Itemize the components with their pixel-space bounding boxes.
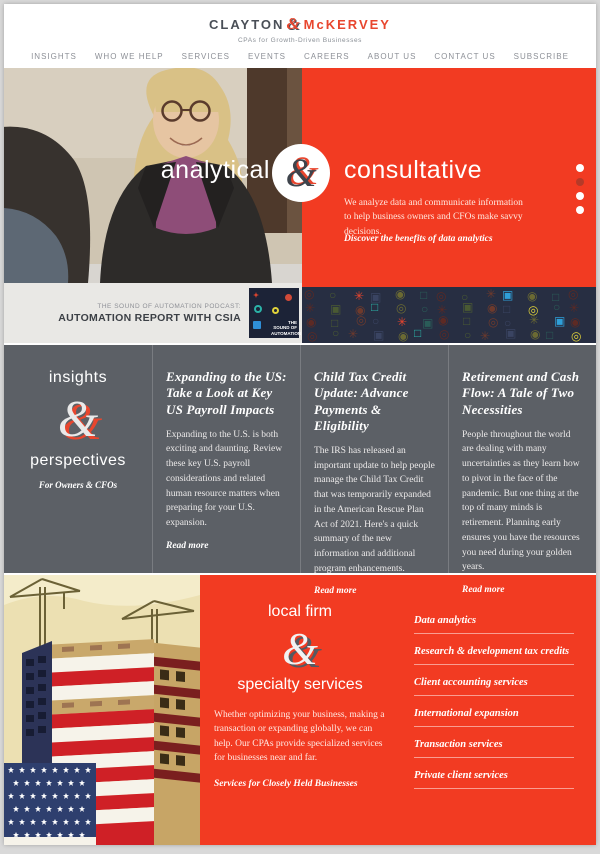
- pattern-shape-icon: ✳: [397, 315, 408, 329]
- podcast-art-caption: THE SOUND OF AUTOMATION: [271, 319, 302, 336]
- pattern-shape-icon: ◉: [398, 329, 409, 343]
- carousel-dot-3[interactable]: [576, 192, 584, 200]
- pattern-shape-icon: ○: [372, 314, 380, 328]
- pattern-shape-icon: □: [371, 300, 379, 314]
- perspectives-word: perspectives: [30, 452, 126, 469]
- podcast-album-art: [249, 288, 302, 338]
- pattern-shape-icon: ○: [329, 288, 337, 302]
- hero-word-consultative: consultative: [344, 156, 483, 184]
- article-excerpt: The IRS has released an important update to help people manage the Child Tax Credit that was temporarily expanded in the American Rescue Plan Act of 2021. Here's a quick summary of the new information and additional program enhancements.: [314, 446, 435, 574]
- local-firm-word: local firm: [267, 603, 332, 620]
- article-card: [300, 345, 448, 597]
- pattern-shape-icon: □: [546, 328, 554, 342]
- pattern-shape-icon: ◎: [439, 327, 450, 341]
- pattern-shape-icon: ▣: [554, 314, 566, 328]
- logo-mckervey: McKERVEY: [303, 17, 391, 32]
- pattern-shape-icon: ○: [461, 290, 469, 304]
- pattern-shape-icon: ✳: [348, 327, 359, 341]
- article-card: [448, 345, 596, 595]
- pattern-shape-icon: ✳: [486, 287, 497, 301]
- pattern-shape-icon: ○: [553, 300, 561, 314]
- insights-heading: [4, 345, 152, 573]
- logo[interactable]: [4, 14, 596, 34]
- podcast-banner: [4, 283, 596, 343]
- specialty-services-word: specialty services: [237, 676, 363, 694]
- service-link-client-accounting[interactable]: Client accounting services: [414, 671, 574, 696]
- pattern-shape-icon: ✳: [529, 313, 540, 327]
- service-link-data-analytics[interactable]: Data analytics: [414, 609, 574, 634]
- podcast-banner-link[interactable]: [4, 283, 302, 343]
- carousel-dot-1[interactable]: [576, 164, 584, 172]
- ampersand-icon: &: [282, 623, 318, 674]
- flag-building-illustration: [4, 575, 200, 845]
- square-icon: [253, 321, 261, 329]
- pattern-shape-icon: ◎: [571, 329, 582, 343]
- pattern-shape-icon: ○: [332, 326, 340, 340]
- nav-item-services[interactable]: SERVICES: [181, 52, 230, 61]
- nav-item-contact-us[interactable]: CONTACT US: [434, 52, 496, 61]
- insights-section: [4, 345, 596, 597]
- main-nav: [4, 52, 596, 61]
- service-link-international-expansion[interactable]: International expansion: [414, 702, 574, 727]
- service-link-transaction-services[interactable]: Transaction services: [414, 733, 574, 758]
- nav-item-events[interactable]: EVENTS: [247, 52, 286, 61]
- pattern-shape-icon: ▣: [502, 288, 514, 302]
- nav-item-careers[interactable]: CAREERS: [303, 52, 350, 61]
- carousel-dots: [576, 164, 584, 214]
- pattern-shape-icon: □: [503, 302, 511, 316]
- read-more-link[interactable]: Read more: [314, 586, 357, 597]
- pattern-shape-icon: □: [331, 316, 339, 330]
- pattern-shape-icon: ▣: [505, 326, 517, 340]
- pattern-shape-icon: ◉: [306, 315, 317, 329]
- page: [4, 4, 596, 845]
- article-title[interactable]: Retirement and Cash Flow: A Tale of Two Necessities: [462, 369, 580, 417]
- podcast-kicker: THE SOUND OF AUTOMATION PODCAST:: [97, 302, 241, 310]
- pattern-shape-icon: ◎: [356, 313, 367, 327]
- pattern-shape-icon: ◎: [396, 301, 407, 315]
- ampersand-logo-icon: &: [286, 14, 302, 33]
- pattern-shape-icon: ✳: [437, 303, 448, 317]
- ampersand-badge-icon: &: [272, 144, 330, 202]
- pattern-shape-icon: ◉: [355, 303, 366, 317]
- hero-description: We analyze data and communicate information to help business owners and CFOs make savvy decisions.: [344, 198, 523, 237]
- pattern-shape-icon: ◉: [570, 315, 581, 329]
- ampersand-icon: &: [57, 391, 99, 448]
- pattern-shape-icon: ◉: [438, 313, 449, 327]
- nav-item-who-we-help[interactable]: WHO WE HELP: [94, 52, 164, 61]
- podcast-text: [58, 303, 241, 324]
- pattern-shape-icon: ▣: [370, 290, 382, 304]
- hero-cta-link[interactable]: Discover the benefits of data analytics: [344, 234, 493, 244]
- pattern-shape-icon: ◎: [436, 289, 447, 303]
- insights-subheading: For Owners & CFOs: [38, 480, 118, 490]
- read-more-link[interactable]: Read more: [166, 540, 209, 551]
- services-description: Whether optimizing your business, making a transaction or expanding globally, we can help. Our CPAs provide specialized services for businesses near and far.: [214, 710, 385, 763]
- asterisk-icon: [253, 292, 259, 298]
- pattern-shape-icon: □: [463, 314, 471, 328]
- decorative-pattern-strip: [302, 283, 596, 343]
- pattern-shape-icon: ✳: [569, 301, 580, 315]
- pattern-shape-icon: ✳: [480, 329, 491, 343]
- services-heading-block: [200, 575, 400, 845]
- article-title[interactable]: Child Tax Credit Update: Advance Payments & Eligibility: [314, 369, 409, 433]
- article-excerpt: Expanding to the U.S. is both exciting and daunting. Review these key U.S. payroll considerations and related human resource matters when preparing for your U.S. expansion.: [166, 429, 283, 529]
- hero-word-analytical: analytical: [160, 156, 270, 184]
- pattern-shape-icon: ◉: [530, 327, 541, 341]
- pattern-shape-icon: □: [552, 290, 560, 304]
- pattern-shape-icon: ○: [464, 328, 472, 342]
- ring-icon: [272, 307, 279, 314]
- article-excerpt: People throughout the world are dealing with many uncertainties as they learn how to pivot in the face of the pandemic. But one thing at the top of many minds is retirement. Planning early ensures you have the resources you need during your golden years.: [462, 429, 580, 573]
- read-more-link[interactable]: Read more: [462, 584, 505, 595]
- pattern-shape-icon: ◎: [488, 315, 499, 329]
- pattern-shape-icon: □: [420, 288, 428, 302]
- pattern-shape-icon: ▣: [330, 302, 342, 316]
- pattern-shape-icon: ▣: [422, 316, 434, 330]
- pattern-shape-icon: ◉: [395, 287, 406, 301]
- nav-item-insights[interactable]: INSIGHTS: [31, 52, 77, 61]
- insights-word: insights: [48, 369, 108, 386]
- podcast-title: AUTOMATION REPORT WITH CSIA: [58, 311, 241, 324]
- nav-item-about-us[interactable]: ABOUT US: [367, 52, 417, 61]
- pattern-shape-icon: □: [414, 326, 422, 340]
- pattern-shape-icon: ▣: [373, 328, 385, 342]
- logo-clayton: CLAYTON: [209, 17, 285, 32]
- hero-carousel: [4, 68, 596, 283]
- carousel-dot-4[interactable]: [576, 206, 584, 214]
- pattern-shape-icon: ◎: [528, 303, 539, 317]
- pattern-shape-icon: ◎: [307, 329, 318, 343]
- pattern-shape-icon: ○: [504, 316, 512, 330]
- article-title[interactable]: Expanding to the US: Take a Look at Key US Payroll Impacts: [166, 369, 287, 417]
- services-cta-link[interactable]: Services for Closely Held Businesses: [214, 779, 358, 790]
- service-link-private-client[interactable]: Private client services: [414, 764, 574, 789]
- pattern-shape-icon: ◎: [304, 287, 315, 301]
- carousel-dot-2-active[interactable]: [576, 178, 584, 186]
- pattern-shape-icon: ✳: [354, 289, 365, 303]
- pattern-shape-icon: ◉: [487, 301, 498, 315]
- article-card: [152, 345, 300, 573]
- service-links-list: [400, 575, 596, 845]
- pattern-shape-icon: ✳: [305, 301, 316, 315]
- dot-icon: [285, 294, 292, 301]
- logo-tagline: CPAs for Growth-Driven Businesses: [237, 37, 363, 44]
- ring-icon: [254, 305, 262, 313]
- services-section: [4, 575, 596, 845]
- service-link-rd-tax-credits[interactable]: Research & development tax credits: [414, 640, 574, 665]
- pattern-shape-icon: ◉: [527, 289, 538, 303]
- nav-item-subscribe[interactable]: SUBSCRIBE: [513, 52, 569, 61]
- pattern-shape-icon: ◎: [568, 287, 579, 301]
- site-header: [4, 4, 596, 68]
- pattern-shape-icon: ▣: [462, 300, 474, 314]
- pattern-shape-icon: ○: [421, 302, 429, 316]
